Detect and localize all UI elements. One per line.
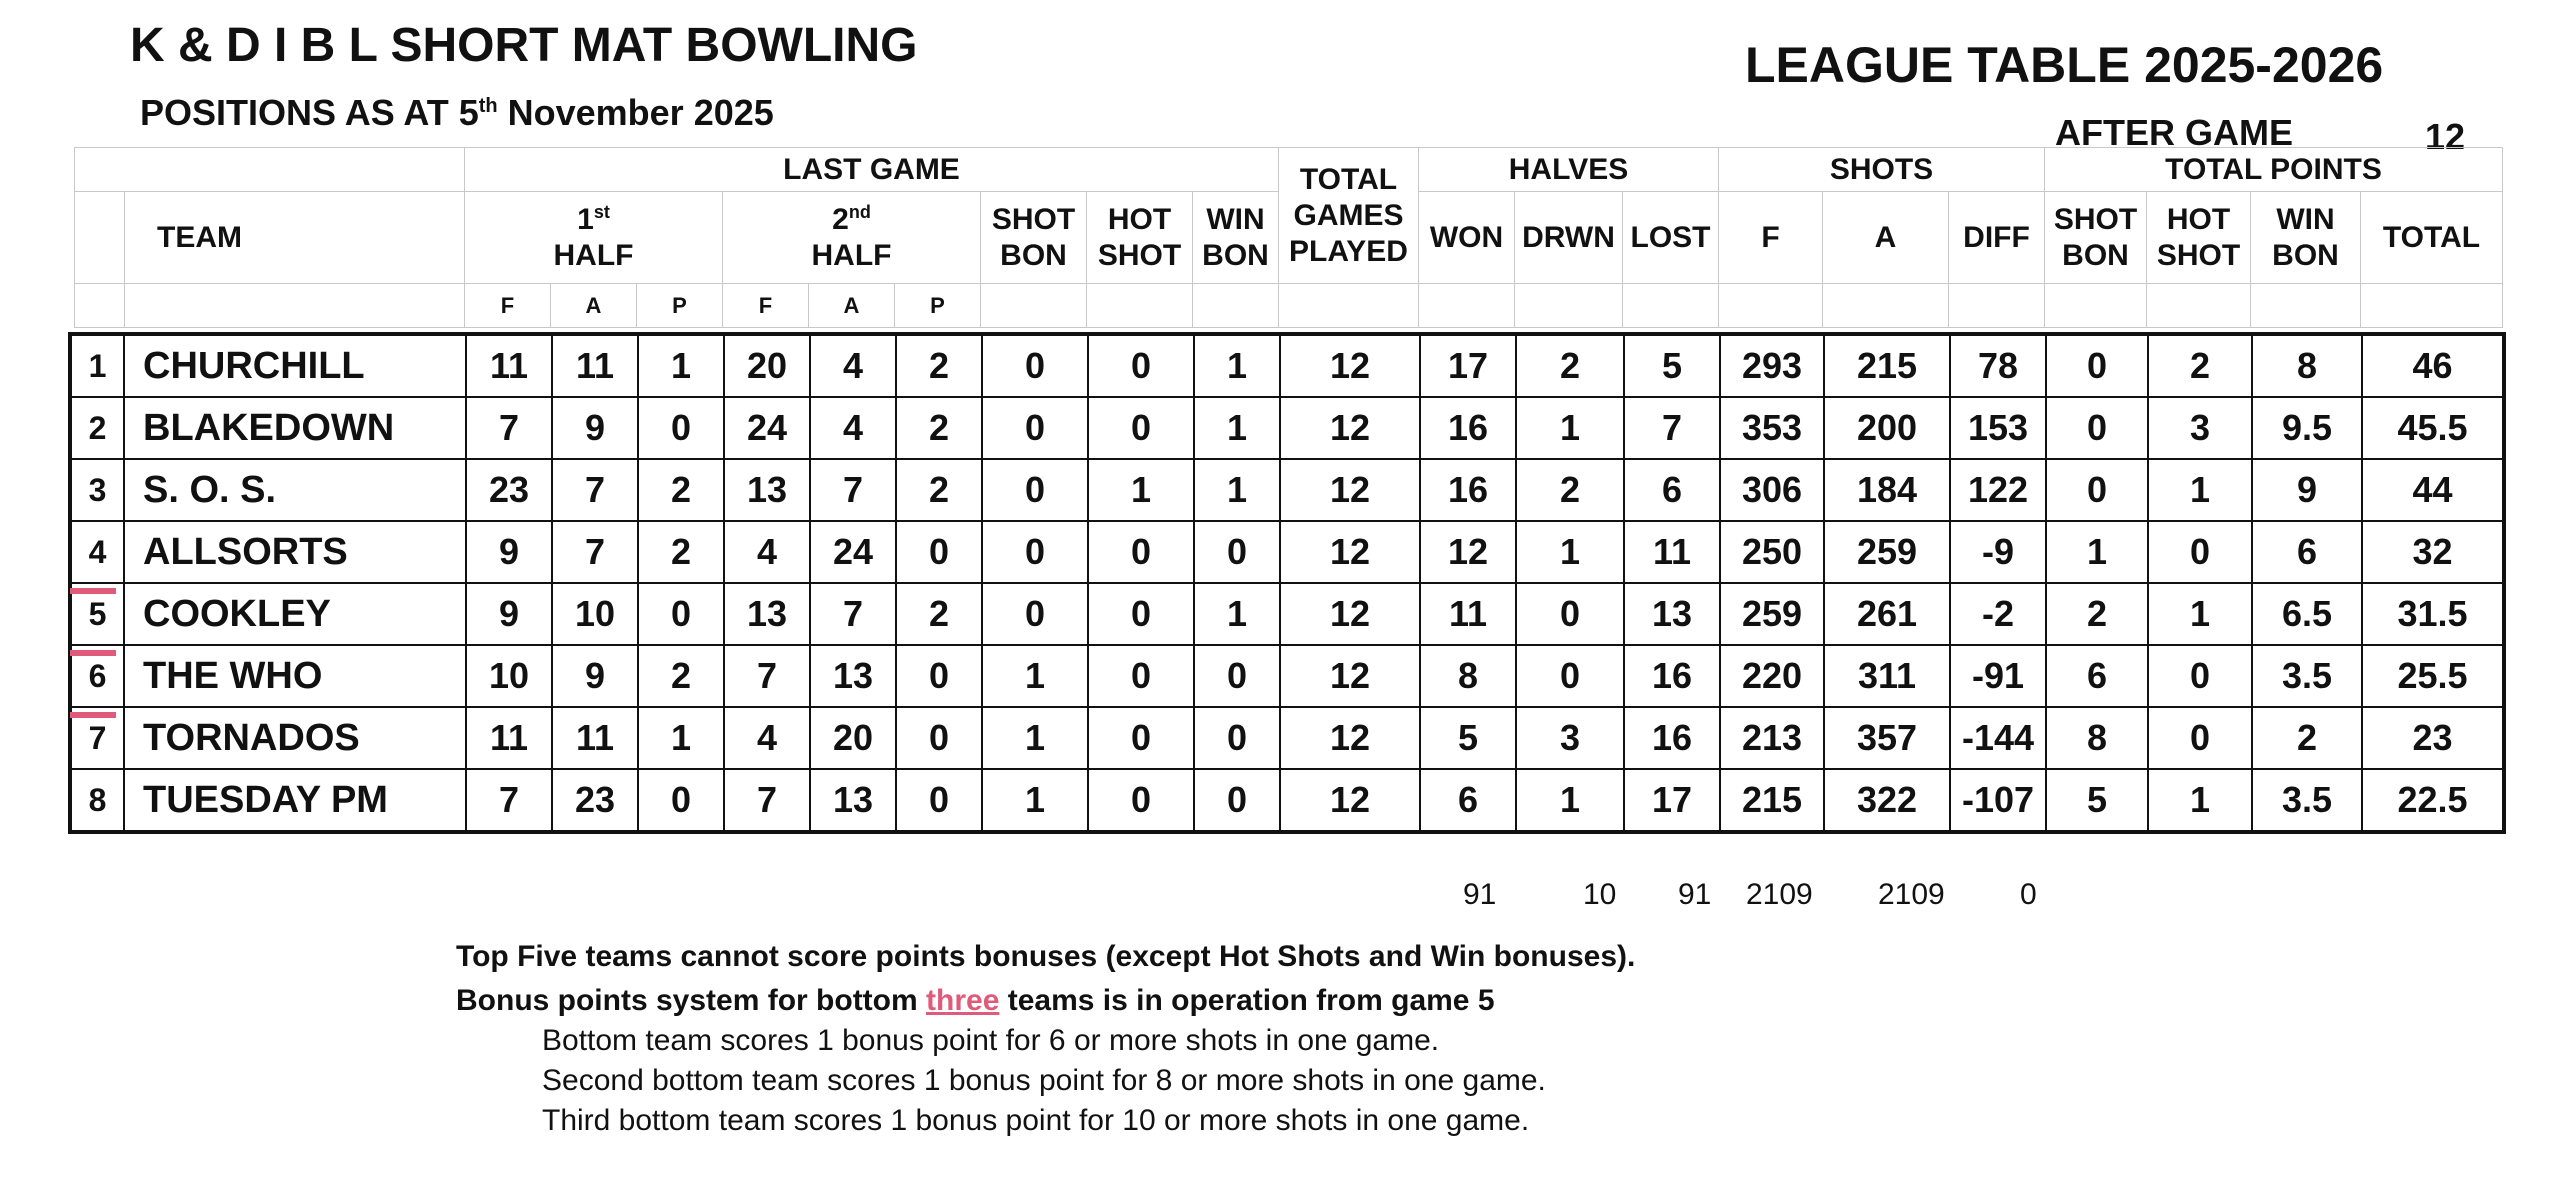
cell-tp-hot: 0 <box>2148 645 2252 707</box>
cell-total: 22.5 <box>2362 769 2504 832</box>
hdr-tp-hotshot-word: SHOT <box>2156 238 2241 272</box>
cell-won: 17 <box>1420 334 1516 397</box>
cell-drwn: 0 <box>1516 583 1624 645</box>
table-row <box>70 769 2504 832</box>
cell-h2p: 0 <box>896 645 982 707</box>
cell-tp-win: 2 <box>2252 707 2362 769</box>
cell-tp-hot: 2 <box>2148 334 2252 397</box>
cell-tp-hot: 0 <box>2148 521 2252 583</box>
cell-lost: 16 <box>1624 707 1720 769</box>
cell-win-bon: 0 <box>1194 521 1280 583</box>
cell-shot-bon: 1 <box>982 645 1088 707</box>
cell-win-bon: 0 <box>1194 645 1280 707</box>
cell-won: 8 <box>1420 645 1516 707</box>
cell-shot-bon: 1 <box>982 769 1088 832</box>
hdr-sub-blank <box>981 284 1087 328</box>
hdr-total-word: TOTAL <box>1299 162 1398 196</box>
cell-tp-shot: 6 <box>2046 645 2148 707</box>
cell-played: 12 <box>1280 583 1420 645</box>
hdr-win-word: WIN <box>1206 202 1265 236</box>
table-row <box>70 521 2504 583</box>
cell-shot-bon: 0 <box>982 583 1088 645</box>
cell-h1a: 23 <box>552 769 638 832</box>
cell-hot-shot: 0 <box>1088 583 1194 645</box>
cell-drwn: 3 <box>1516 707 1624 769</box>
hdr-sub-blank <box>75 284 125 328</box>
cell-drwn: 1 <box>1516 397 1624 459</box>
cell-team: COOKLEY <box>124 583 466 645</box>
hdr-win-bon <box>1193 192 1279 284</box>
table-row <box>70 459 2504 521</box>
positions-suffix: November 2025 <box>507 92 774 133</box>
hdr-tp-win-bon <box>2251 192 2361 284</box>
total-shots-a: 2109 <box>1878 878 1945 911</box>
cell-sf: 259 <box>1720 583 1824 645</box>
cell-sf: 213 <box>1720 707 1824 769</box>
cell-lost: 17 <box>1624 769 1720 832</box>
hdr-tp-shot-word: SHOT <box>2053 202 2138 236</box>
total-won: 91 <box>1463 878 1497 911</box>
cell-shot-bon: 0 <box>982 397 1088 459</box>
cell-h2p: 0 <box>896 521 982 583</box>
cell-won: 16 <box>1420 459 1516 521</box>
position-marker <box>70 650 116 656</box>
cell-tp-win: 8 <box>2252 334 2362 397</box>
hdr-sub-blank <box>2361 284 2503 328</box>
hdr-tp-total: TOTAL <box>2361 192 2503 284</box>
cell-diff: -144 <box>1950 707 2046 769</box>
cell-drwn: 0 <box>1516 645 1624 707</box>
cell-pos: 1 <box>70 334 124 397</box>
cell-diff: -2 <box>1950 583 2046 645</box>
cell-hot-shot: 0 <box>1088 397 1194 459</box>
hdr-tp-shot-bon <box>2045 192 2147 284</box>
cell-total: 25.5 <box>2362 645 2504 707</box>
cell-won: 6 <box>1420 769 1516 832</box>
cell-h1p: 2 <box>638 459 724 521</box>
cell-tp-hot: 1 <box>2148 769 2252 832</box>
league-table <box>68 332 2506 834</box>
note-bonus-system <box>456 984 1495 1018</box>
total-shots-f: 2109 <box>1746 878 1813 911</box>
hdr-blank <box>75 148 465 192</box>
cell-tp-win: 3.5 <box>2252 645 2362 707</box>
cell-hot-shot: 0 <box>1088 521 1194 583</box>
cell-sf: 293 <box>1720 334 1824 397</box>
note-third-bottom: Third bottom team scores 1 bonus point for 10 or more shots in one game. <box>542 1104 1530 1137</box>
cell-tp-hot: 3 <box>2148 397 2252 459</box>
cell-played: 12 <box>1280 459 1420 521</box>
cell-h2p: 2 <box>896 459 982 521</box>
page-title: K & D I B L SHORT MAT BOWLING <box>130 19 918 72</box>
cell-tp-win: 6.5 <box>2252 583 2362 645</box>
hdr-played-word: PLAYED <box>1289 234 1408 268</box>
hdr-shots-f: F <box>1719 192 1823 284</box>
league-title: LEAGUE TABLE 2025-2026 <box>1745 37 2384 93</box>
cell-tp-hot: 1 <box>2148 583 2252 645</box>
cell-pos: 8 <box>70 769 124 832</box>
positions-sup: th <box>478 95 498 117</box>
cell-team: S. O. S. <box>124 459 466 521</box>
cell-sa: 357 <box>1824 707 1950 769</box>
cell-won: 16 <box>1420 397 1516 459</box>
hdr-pos-blank <box>75 192 125 284</box>
position-marker <box>70 712 116 718</box>
hdr-won: WON <box>1419 192 1515 284</box>
hdr-sub-blank <box>125 284 465 328</box>
note-bonus-highlight: three <box>926 984 1000 1017</box>
cell-h2f: 4 <box>724 521 810 583</box>
cell-h1p: 2 <box>638 645 724 707</box>
hdr-tp-winbon-word: BON <box>2272 238 2339 272</box>
hdr-sub-blank <box>1719 284 1823 328</box>
cell-h1p: 1 <box>638 334 724 397</box>
note-second-bottom: Second bottom team scores 1 bonus point for 8 or more shots in one game. <box>542 1064 1546 1097</box>
hdr-second-half <box>723 192 981 284</box>
cell-pos: 3 <box>70 459 124 521</box>
cell-h2p: 2 <box>896 334 982 397</box>
cell-h2p: 2 <box>896 397 982 459</box>
cell-played: 12 <box>1280 769 1420 832</box>
cell-h1f: 23 <box>466 459 552 521</box>
table-row <box>70 707 2504 769</box>
cell-sa: 184 <box>1824 459 1950 521</box>
note-top-five: Top Five teams cannot score points bonuses (except Hot Shots and Win bonuses). <box>456 940 1636 973</box>
cell-tp-shot: 8 <box>2046 707 2148 769</box>
cell-h1p: 0 <box>638 397 724 459</box>
cell-hot-shot: 0 <box>1088 334 1194 397</box>
cell-h1f: 9 <box>466 521 552 583</box>
cell-played: 12 <box>1280 521 1420 583</box>
cell-hot-shot: 0 <box>1088 707 1194 769</box>
cell-played: 12 <box>1280 707 1420 769</box>
position-marker <box>70 588 116 594</box>
hdr-winbon-word: BON <box>1202 238 1269 272</box>
cell-h1a: 9 <box>552 645 638 707</box>
hdr-hot-shot <box>1087 192 1193 284</box>
hdr-halves: HALVES <box>1419 148 1719 192</box>
hdr-sub-blank <box>1623 284 1719 328</box>
cell-hot-shot: 0 <box>1088 645 1194 707</box>
table-row <box>70 397 2504 459</box>
cell-win-bon: 0 <box>1194 707 1280 769</box>
note-bottom-team: Bottom team scores 1 bonus point for 6 or more shots in one game. <box>542 1024 1440 1057</box>
cell-team: CHURCHILL <box>124 334 466 397</box>
hdr-tp-win-word: WIN <box>2276 202 2335 236</box>
cell-h1p: 2 <box>638 521 724 583</box>
cell-h2p: 2 <box>896 583 982 645</box>
cell-h2f: 13 <box>724 583 810 645</box>
cell-total: 32 <box>2362 521 2504 583</box>
cell-diff: -91 <box>1950 645 2046 707</box>
cell-h2f: 20 <box>724 334 810 397</box>
cell-h2a: 7 <box>810 583 896 645</box>
hdr-first-half <box>465 192 723 284</box>
cell-h1p: 0 <box>638 583 724 645</box>
cell-h1a: 9 <box>552 397 638 459</box>
cell-team: TORNADOS <box>124 707 466 769</box>
cell-pos: 2 <box>70 397 124 459</box>
cell-tp-win: 9.5 <box>2252 397 2362 459</box>
cell-h2f: 7 <box>724 645 810 707</box>
hdr-sub-blank <box>1279 284 1419 328</box>
table-row <box>70 583 2504 645</box>
positions-date <box>140 92 774 134</box>
note-bonus-suffix: teams is in operation from game 5 <box>999 984 1495 1017</box>
cell-total: 31.5 <box>2362 583 2504 645</box>
cell-h1a: 11 <box>552 707 638 769</box>
hdr-lost: LOST <box>1623 192 1719 284</box>
hdr-shot-word: SHOT <box>991 202 1076 236</box>
positions-prefix: POSITIONS AS AT 5 <box>140 92 479 133</box>
cell-team: THE WHO <box>124 645 466 707</box>
cell-h1f: 7 <box>466 769 552 832</box>
cell-tp-win: 3.5 <box>2252 769 2362 832</box>
hdr-h1-p: P <box>637 284 723 328</box>
cell-h2a: 4 <box>810 334 896 397</box>
cell-h2a: 4 <box>810 397 896 459</box>
cell-sa: 259 <box>1824 521 1950 583</box>
cell-played: 12 <box>1280 645 1420 707</box>
hdr-h1-a: A <box>551 284 637 328</box>
cell-diff: 153 <box>1950 397 2046 459</box>
hdr-sub-blank <box>1193 284 1279 328</box>
cell-diff: 122 <box>1950 459 2046 521</box>
cell-h1f: 11 <box>466 707 552 769</box>
hdr-hot-word: HOT <box>1107 202 1172 236</box>
hdr-tp-hot-word: HOT <box>2166 202 2231 236</box>
hdr-sub-blank <box>2147 284 2251 328</box>
after-game-label: AFTER GAME <box>2055 112 2293 153</box>
cell-h1a: 11 <box>552 334 638 397</box>
cell-lost: 13 <box>1624 583 1720 645</box>
table-row <box>70 645 2504 707</box>
cell-tp-hot: 1 <box>2148 459 2252 521</box>
hdr-sub-blank <box>2251 284 2361 328</box>
hdr-hotshot-word: SHOT <box>1097 238 1182 272</box>
header-grid <box>74 147 2503 328</box>
cell-sa: 322 <box>1824 769 1950 832</box>
hdr-games-word: GAMES <box>1293 198 1404 232</box>
cell-h1f: 10 <box>466 645 552 707</box>
cell-tp-shot: 1 <box>2046 521 2148 583</box>
cell-diff: -9 <box>1950 521 2046 583</box>
cell-win-bon: 0 <box>1194 769 1280 832</box>
cell-hot-shot: 0 <box>1088 769 1194 832</box>
cell-lost: 5 <box>1624 334 1720 397</box>
table-row <box>70 334 2504 397</box>
cell-tp-win: 6 <box>2252 521 2362 583</box>
cell-sa: 311 <box>1824 645 1950 707</box>
hdr-h2-p: P <box>895 284 981 328</box>
cell-drwn: 2 <box>1516 334 1624 397</box>
cell-played: 12 <box>1280 397 1420 459</box>
cell-shot-bon: 1 <box>982 707 1088 769</box>
cell-pos: 5 <box>70 583 124 645</box>
hdr-drwn: DRWN <box>1515 192 1623 284</box>
cell-sf: 353 <box>1720 397 1824 459</box>
note-bonus-prefix: Bonus points system for bottom <box>456 984 927 1017</box>
hdr-sub-blank <box>2045 284 2147 328</box>
hdr-sub-blank <box>1823 284 1949 328</box>
cell-sf: 220 <box>1720 645 1824 707</box>
hdr-second-half-num: 2 <box>832 202 849 236</box>
cell-shot-bon: 0 <box>982 459 1088 521</box>
cell-h2f: 4 <box>724 707 810 769</box>
cell-lost: 7 <box>1624 397 1720 459</box>
cell-win-bon: 1 <box>1194 459 1280 521</box>
cell-h1f: 9 <box>466 583 552 645</box>
hdr-shot-bon <box>981 192 1087 284</box>
hdr-total-games <box>1279 148 1419 284</box>
hdr-h2-a: A <box>809 284 895 328</box>
hdr-team: TEAM <box>125 192 465 284</box>
cell-h1f: 7 <box>466 397 552 459</box>
cell-tp-shot: 0 <box>2046 459 2148 521</box>
hdr-shots: SHOTS <box>1719 148 2045 192</box>
cell-h2a: 13 <box>810 769 896 832</box>
cell-total: 45.5 <box>2362 397 2504 459</box>
hdr-last-game: LAST GAME <box>465 148 1279 192</box>
cell-tp-win: 9 <box>2252 459 2362 521</box>
cell-team: BLAKEDOWN <box>124 397 466 459</box>
hdr-shots-a: A <box>1823 192 1949 284</box>
cell-win-bon: 1 <box>1194 397 1280 459</box>
cell-shot-bon: 0 <box>982 521 1088 583</box>
hdr-sub-blank <box>1419 284 1515 328</box>
hdr-total-points: TOTAL POINTS <box>2045 148 2503 192</box>
hdr-h1-f: F <box>465 284 551 328</box>
cell-team: ALLSORTS <box>124 521 466 583</box>
cell-drwn: 1 <box>1516 769 1624 832</box>
hdr-h2-f: F <box>723 284 809 328</box>
hdr-first-half-word: HALF <box>553 238 634 272</box>
cell-lost: 11 <box>1624 521 1720 583</box>
cell-sf: 215 <box>1720 769 1824 832</box>
cell-pos: 6 <box>70 645 124 707</box>
cell-team: TUESDAY PM <box>124 769 466 832</box>
cell-tp-shot: 2 <box>2046 583 2148 645</box>
cell-total: 44 <box>2362 459 2504 521</box>
cell-h2f: 13 <box>724 459 810 521</box>
cell-win-bon: 1 <box>1194 583 1280 645</box>
cell-h2p: 0 <box>896 769 982 832</box>
cell-h1a: 7 <box>552 459 638 521</box>
cell-h1a: 10 <box>552 583 638 645</box>
cell-total: 23 <box>2362 707 2504 769</box>
hdr-second-half-word: HALF <box>811 238 892 272</box>
cell-sa: 261 <box>1824 583 1950 645</box>
cell-h2f: 7 <box>724 769 810 832</box>
total-drwn: 10 <box>1583 878 1617 911</box>
cell-h1f: 11 <box>466 334 552 397</box>
cell-hot-shot: 1 <box>1088 459 1194 521</box>
cell-total: 46 <box>2362 334 2504 397</box>
cell-h2a: 13 <box>810 645 896 707</box>
cell-diff: 78 <box>1950 334 2046 397</box>
cell-tp-shot: 0 <box>2046 334 2148 397</box>
cell-tp-shot: 5 <box>2046 769 2148 832</box>
cell-played: 12 <box>1280 334 1420 397</box>
cell-sa: 215 <box>1824 334 1950 397</box>
cell-h2p: 0 <box>896 707 982 769</box>
hdr-first-half-sup: st <box>593 201 610 222</box>
cell-h1a: 7 <box>552 521 638 583</box>
hdr-sub-blank <box>1087 284 1193 328</box>
hdr-first-half-num: 1 <box>577 202 594 236</box>
cell-won: 11 <box>1420 583 1516 645</box>
cell-h2a: 7 <box>810 459 896 521</box>
cell-sa: 200 <box>1824 397 1950 459</box>
cell-h2a: 24 <box>810 521 896 583</box>
cell-shot-bon: 0 <box>982 334 1088 397</box>
hdr-second-half-sup: nd <box>848 201 871 222</box>
cell-pos: 7 <box>70 707 124 769</box>
cell-h1p: 0 <box>638 769 724 832</box>
total-lost: 91 <box>1678 878 1712 911</box>
cell-won: 12 <box>1420 521 1516 583</box>
cell-sf: 250 <box>1720 521 1824 583</box>
hdr-tp-bon-word: BON <box>2062 238 2129 272</box>
cell-win-bon: 1 <box>1194 334 1280 397</box>
cell-diff: -107 <box>1950 769 2046 832</box>
cell-h1p: 1 <box>638 707 724 769</box>
cell-drwn: 2 <box>1516 459 1624 521</box>
cell-won: 5 <box>1420 707 1516 769</box>
cell-lost: 16 <box>1624 645 1720 707</box>
cell-h2f: 24 <box>724 397 810 459</box>
hdr-diff: DIFF <box>1949 192 2045 284</box>
cell-pos: 4 <box>70 521 124 583</box>
total-diff: 0 <box>2020 878 2037 911</box>
hdr-tp-hot-shot <box>2147 192 2251 284</box>
after-game-value: 12 <box>2425 116 2466 157</box>
cell-lost: 6 <box>1624 459 1720 521</box>
cell-h2a: 20 <box>810 707 896 769</box>
hdr-sub-blank <box>1515 284 1623 328</box>
cell-tp-shot: 0 <box>2046 397 2148 459</box>
cell-sf: 306 <box>1720 459 1824 521</box>
cell-tp-hot: 0 <box>2148 707 2252 769</box>
cell-drwn: 1 <box>1516 521 1624 583</box>
hdr-sub-blank <box>1949 284 2045 328</box>
hdr-bon-word: BON <box>1000 238 1067 272</box>
